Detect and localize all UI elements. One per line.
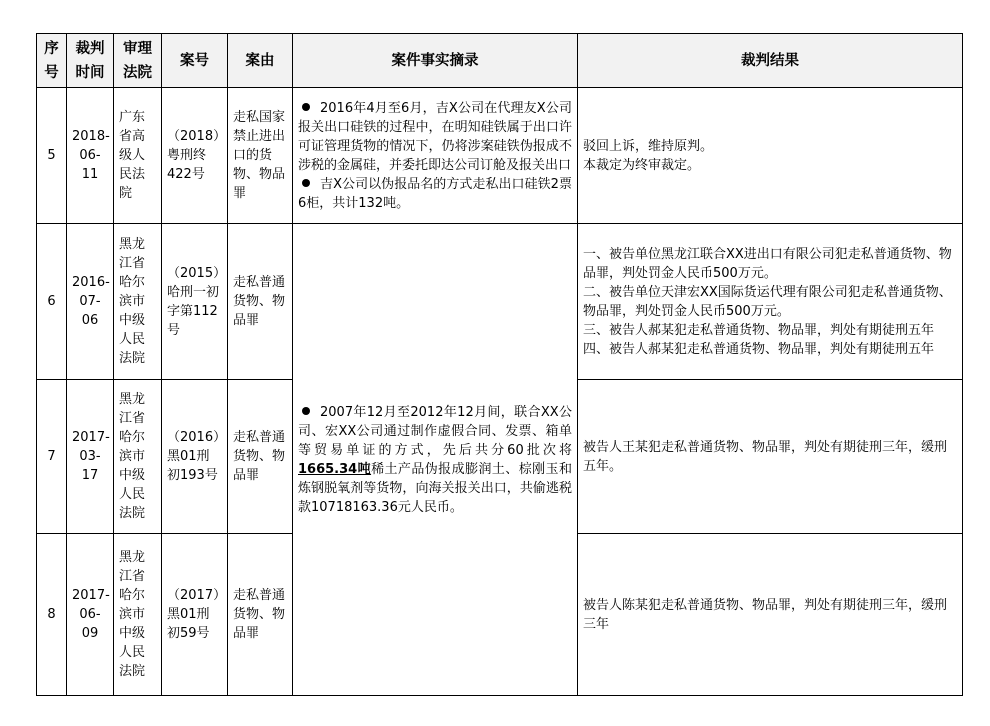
bullet-icon <box>302 407 310 415</box>
cell-date: 2018-06-11 <box>67 88 114 224</box>
cell-result <box>578 88 963 224</box>
fact-text: 2016年4月至6月，吉X公司在代理友X公司报关出口硅铁的过程中，在明知硅铁属于出口许可证管理货物的情况下，仍将涉案硅铁伪报成不涉税的金属硅，并委托即达公司订舱及报关出口 <box>298 100 572 173</box>
cell-facts <box>293 88 578 224</box>
cell-cause: 走私普通货物、物品罪 <box>228 224 293 380</box>
header-result: 裁判结果 <box>578 34 963 88</box>
result-line: 四、被告人郝某犯走私普通货物、物品罪，判处有期徒刑五年 <box>583 341 935 357</box>
cell-case-no: （2015）哈刑一初字第112号 <box>162 224 228 380</box>
result-line: 被告人王某犯走私普通货物、物品罪，判处有期徒刑三年，缓刑五年。 <box>583 439 948 474</box>
result-line: 一、被告单位黑龙江联合XX进出口有限公司犯走私普通货物、物品罪，判处罚金人民币500万元。 <box>583 246 952 281</box>
header-no: 序号 <box>37 34 67 88</box>
fact-text: 吉X公司以伪报品名的方式走私出口硅铁2票6柜，共计132吨。 <box>298 176 572 211</box>
cell-cause: 走私普通货物、物品罪 <box>228 534 293 696</box>
cell-court: 黑龙江省哈尔滨市中级人民法院 <box>114 224 162 380</box>
header-row <box>37 34 963 88</box>
cell-result <box>578 380 963 534</box>
cell-cause: 走私普通货物、物品罪 <box>228 380 293 534</box>
fact-text-before: 2007年12月至2012年12月间，联合XX公司、宏XX公司通过制作虚假合同、发票、箱单等贸易单证的方式，先后共分60批次将 <box>298 404 572 458</box>
cell-no: 7 <box>37 380 67 534</box>
result-line: 被告人陈某犯走私普通货物、物品罪，判处有期徒刑三年，缓刑三年 <box>583 597 948 632</box>
cell-case-no: （2018）粤刑终422号 <box>162 88 228 224</box>
result-line: 驳回上诉，维持原判。 <box>583 138 714 154</box>
header-date: 裁判时间 <box>67 34 114 88</box>
case-table <box>36 33 963 696</box>
result-line: 本裁定为终审裁定。 <box>583 157 701 173</box>
header-court: 审理法院 <box>114 34 162 88</box>
result-line: 二、被告单位天津宏XX国际货运代理有限公司犯走私普通货物、物品罪，判处罚金人民币500万元。 <box>583 284 952 319</box>
cell-date: 2016-07-06 <box>67 224 114 380</box>
fact-highlight: 1665.34吨 <box>298 461 372 477</box>
cell-date: 2017-03-17 <box>67 380 114 534</box>
cell-case-no: （2016）黑01刑初193号 <box>162 380 228 534</box>
cell-shared-facts <box>293 224 578 696</box>
cell-no: 8 <box>37 534 67 696</box>
table-row <box>37 88 963 224</box>
cell-no: 5 <box>37 88 67 224</box>
header-cause: 案由 <box>228 34 293 88</box>
cell-cause: 走私国家禁止进出口的货物、物品罪 <box>228 88 293 224</box>
cell-court: 黑龙江省哈尔滨市中级人民法院 <box>114 534 162 696</box>
fact-item <box>298 99 572 175</box>
fact-item <box>298 175 572 213</box>
cell-result <box>578 224 963 380</box>
cell-court: 广东省高级人民法院 <box>114 88 162 224</box>
header-facts: 案件事实摘录 <box>293 34 578 88</box>
fact-item <box>298 403 572 517</box>
cell-case-no: （2017）黑01刑初59号 <box>162 534 228 696</box>
cell-no: 6 <box>37 224 67 380</box>
cell-court: 黑龙江省哈尔滨市中级人民法院 <box>114 380 162 534</box>
cell-result <box>578 534 963 696</box>
cell-date: 2017-06-09 <box>67 534 114 696</box>
result-line: 三、被告人郝某犯走私普通货物、物品罪，判处有期徒刑五年 <box>583 322 935 338</box>
table-row <box>37 224 963 380</box>
bullet-icon <box>302 103 310 111</box>
bullet-icon <box>302 179 310 187</box>
fact-text-after: 稀土产品伪报成膨润土、棕刚玉和炼钢脱氧剂等货物，向海关报关出口，共偷逃税款10718163.36元人民币。 <box>298 461 572 515</box>
header-case-no: 案号 <box>162 34 228 88</box>
